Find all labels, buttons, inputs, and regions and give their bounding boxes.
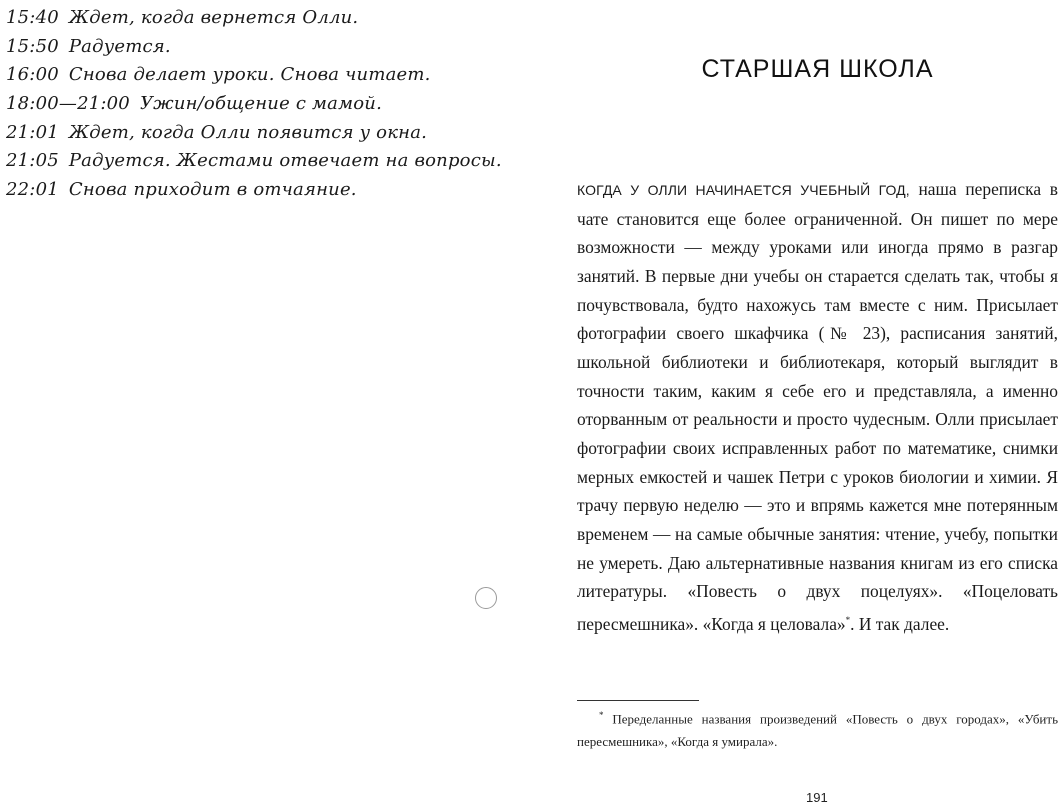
page-number: 191 — [806, 790, 828, 805]
schedule-activity: Радуется. Жестами отвечает на вопросы. — [68, 150, 502, 172]
footnote — [577, 704, 1058, 753]
schedule-entry — [6, 4, 476, 33]
body-text-end: . И так далее. — [850, 613, 950, 634]
page-turn-circle-icon[interactable] — [475, 587, 497, 609]
schedule-time: 22:01 — [6, 179, 59, 201]
schedule-activity: Ждет, когда вернется Олли. — [68, 7, 359, 28]
schedule-time: 21:01 — [6, 121, 59, 143]
footnote-text: Переделанные названия произведений «Повесть о двух городах», «Убить пересмешника», «Когда я умирала». — [577, 711, 1058, 750]
chapter-title: СТАРШАЯ ШКОЛА — [701, 55, 934, 83]
schedule-time: 18:00—21:00 — [6, 93, 130, 115]
body-text: наша переписка в чате становится еще более ограниченной. Он пишет по мере возможности — между уроками или иногда прямо в разгар занятий. В первые дни учебы он старается сделать так, чтобы я почувствовала, будто нахожусь там вместе с ним. Присылает фотографии своего шкафчика (№ 23), расписания занятий, школьной библиотеки и библиотекаря, который выглядит в точности таким, каким я себе его и представляла, а именно оторванным от реальности и просто чудесным. Олли присылает фотографии своих исправленных работ по математике, снимки мерных емкостей и чашек Петри с уроков биологии и химии. Я трачу первую неделю — это и впрямь кажется мне потерянным временем — на самые обычные занятия: чтение, учебу, попытки не умереть. Даю альтернативные названия книгам из его списка литературы. «Повесть о двух поцелуях». «Поцеловать пересмешника». «Когда я целовала» — [577, 179, 1058, 634]
schedule-entry — [6, 61, 476, 90]
schedule-entry — [6, 119, 476, 148]
schedule-activity: Радуется. — [68, 35, 171, 57]
schedule-time: 15:40 — [6, 7, 59, 28]
footnote-marker[interactable]: * — [845, 614, 851, 625]
schedule-time: 15:50 — [6, 35, 59, 57]
footnote-marker: * — [599, 710, 604, 720]
footnote-divider — [577, 700, 699, 701]
schedule-list — [6, 4, 502, 205]
schedule-entry — [6, 33, 476, 62]
schedule-activity: Снова делает уроки. Снова читает. — [68, 64, 431, 86]
schedule-entry — [6, 176, 476, 205]
schedule-entry — [6, 147, 502, 176]
schedule-time: 16:00 — [6, 64, 59, 86]
schedule-activity: Ждет, когда Олли появится у окна. — [68, 121, 428, 143]
lead-in-smallcaps: КОГДА У ОЛЛИ НАЧИНАЕТСЯ УЧЕБНЫЙ ГОД, — [577, 182, 910, 198]
body-paragraph — [577, 175, 1058, 638]
schedule-time: 21:05 — [6, 150, 59, 172]
schedule-activity: Ужин/общение с мамой. — [139, 93, 382, 115]
schedule-activity: Снова приходит в отчаяние. — [68, 179, 357, 201]
schedule-entry — [6, 90, 476, 119]
